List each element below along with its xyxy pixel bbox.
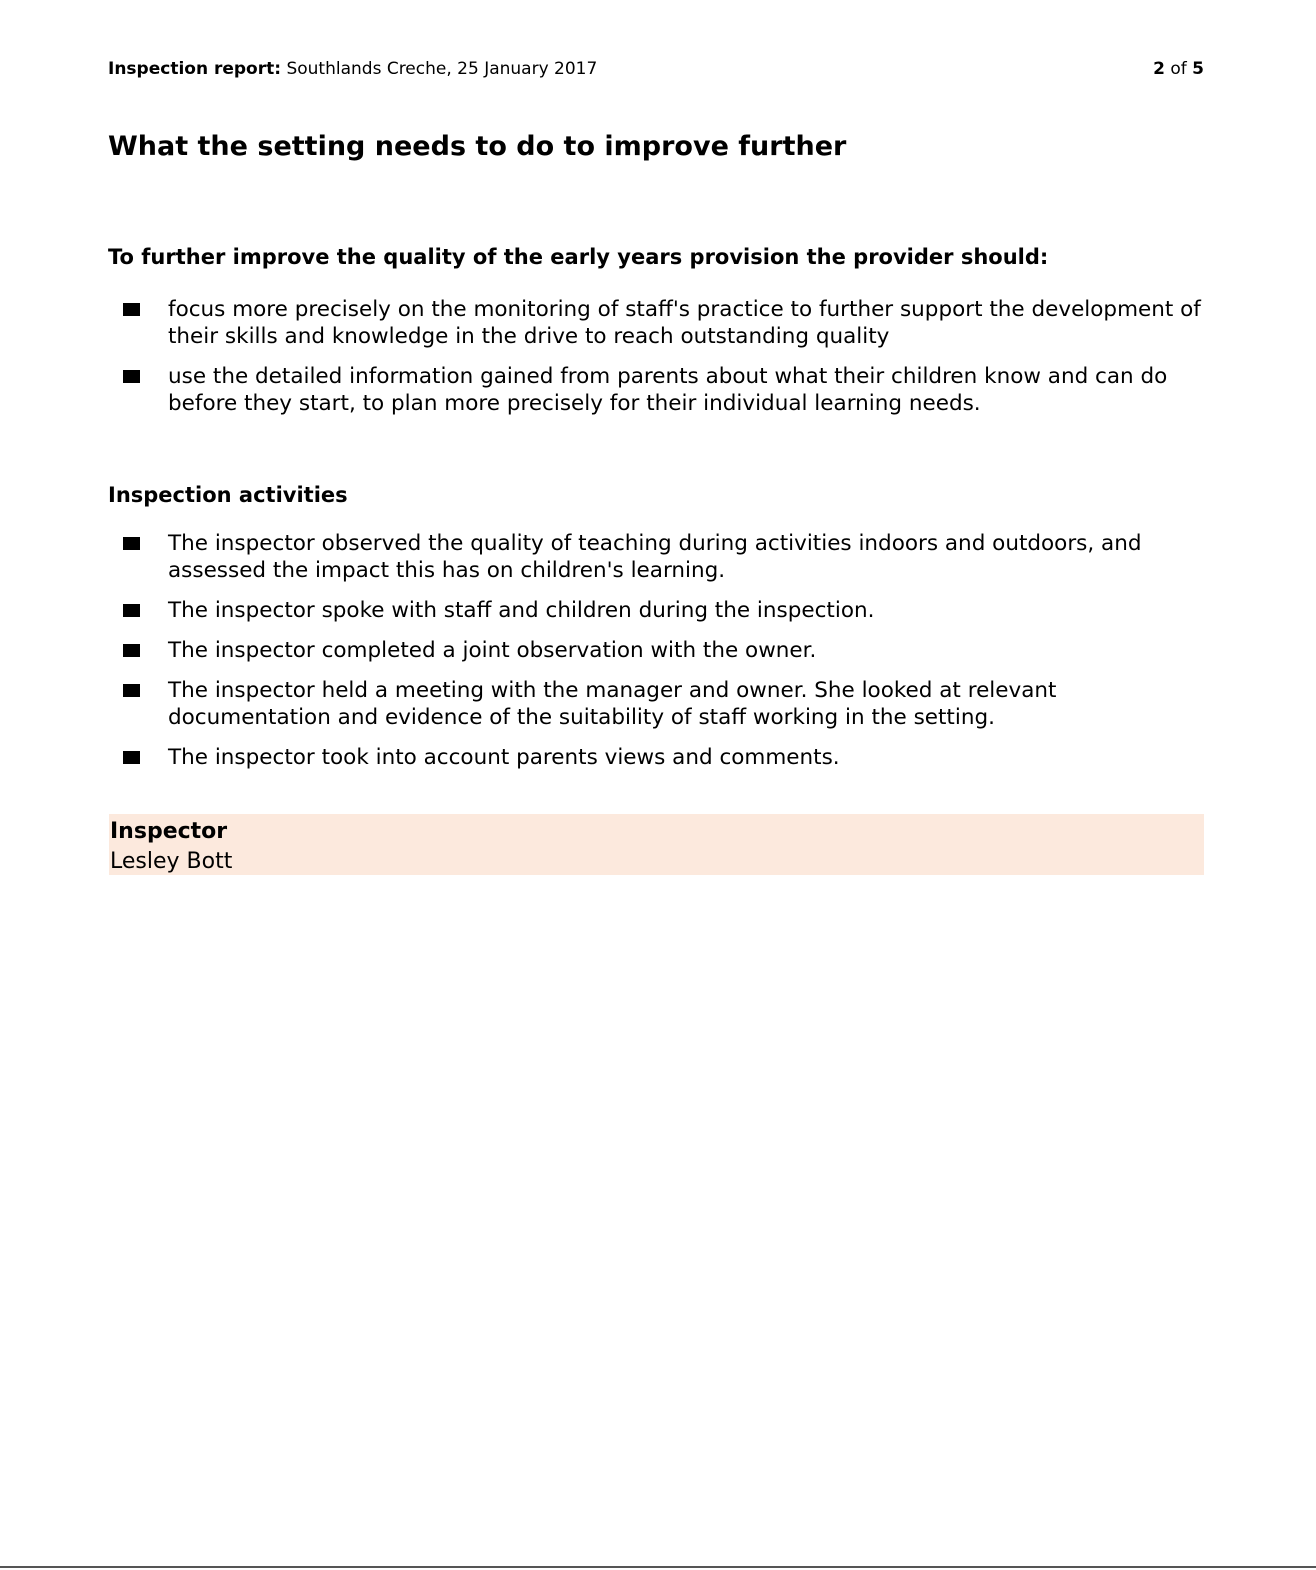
activities-list: [108, 530, 1208, 784]
report-title: [108, 57, 597, 81]
page-total: 5: [1192, 59, 1204, 79]
list-item: [108, 677, 1208, 731]
list-item-text: The inspector completed a joint observation with the owner.: [168, 638, 817, 663]
main-heading: What the setting needs to do to improve further: [108, 131, 847, 162]
square-bullet-icon: [123, 370, 140, 383]
list-item: [108, 530, 1208, 584]
inspector-label: Inspector: [110, 819, 228, 844]
list-item-text: The inspector took into account parents views and comments.: [168, 745, 840, 770]
page-bottom-divider: [0, 1566, 1316, 1568]
page-current: 2: [1153, 59, 1165, 79]
square-bullet-icon: [123, 303, 140, 316]
list-item: [108, 637, 1208, 664]
square-bullet-icon: [123, 604, 140, 617]
report-subject: Southlands Creche, 25 January 2017: [286, 59, 598, 79]
list-item-text: The inspector spoke with staff and children during the inspection.: [168, 598, 875, 623]
list-item: [108, 363, 1208, 417]
list-item-text: The inspector observed the quality of teaching during activities indoors and outdoors, and assessed the impact this has on children's learning.: [168, 531, 1142, 583]
square-bullet-icon: [123, 644, 140, 657]
page-number: [1153, 57, 1204, 81]
square-bullet-icon: [123, 751, 140, 764]
list-item: [108, 744, 1208, 771]
inspector-box: [109, 814, 1204, 875]
inspector-name: Lesley Bott: [110, 849, 233, 874]
list-item: [108, 296, 1208, 350]
improve-list: [108, 296, 1208, 430]
list-item-text: use the detailed information gained from parents about what their children know and can do before they start, to plan more precisely for their individual learning needs.: [168, 364, 1168, 416]
activities-heading: Inspection activities: [108, 483, 348, 507]
square-bullet-icon: [123, 684, 140, 697]
list-item-text: focus more precisely on the monitoring of staff's practice to further support the development of their skills and knowledge in the drive to reach outstanding quality: [168, 297, 1201, 349]
list-item-text: The inspector held a meeting with the manager and owner. She looked at relevant documentation and evidence of the suitability of staff working in the setting.: [168, 678, 1057, 730]
square-bullet-icon: [123, 537, 140, 550]
improve-heading: To further improve the quality of the early years provision the provider should:: [108, 245, 1049, 269]
list-item: [108, 597, 1208, 624]
report-label: Inspection report:: [108, 59, 282, 79]
page-of: of: [1170, 59, 1187, 79]
